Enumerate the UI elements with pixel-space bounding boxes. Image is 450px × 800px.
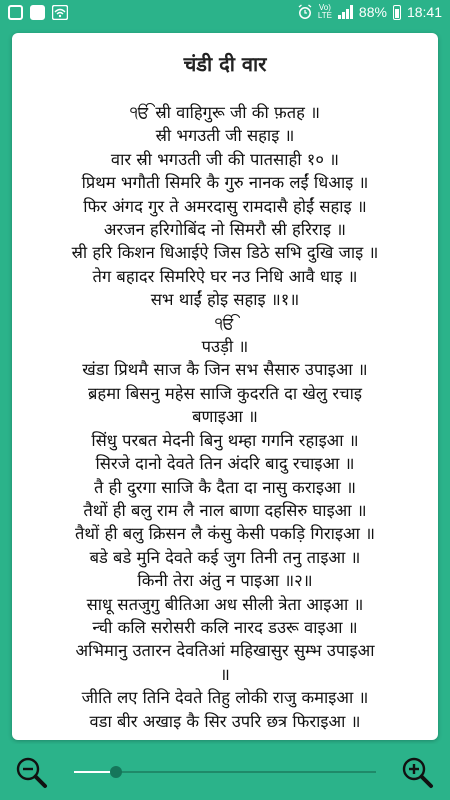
verse-line: फिर अंगद गुर ते अमरदासु रामदासै होईं सहाइ ॥ bbox=[83, 196, 367, 216]
verse-line: प्रिथम भगौती सिमरि कै गुरु नानक लईं धिआइ ॥ bbox=[81, 173, 369, 193]
verse-line: न्ची कलि सरोसरी कलि नारद डउरू वाइआ ॥ bbox=[92, 617, 358, 637]
verse-line: जीति लए तिनि देवते तिहु लोकी राजु कमाइआ ॥ bbox=[81, 688, 369, 708]
zoom-out-icon[interactable] bbox=[14, 755, 48, 789]
verse-line: बणाइआ ॥ bbox=[192, 407, 258, 427]
battery-icon bbox=[393, 5, 401, 20]
verse-line: पउड़ी ॥ bbox=[201, 337, 249, 357]
network-voice-label: Vo) bbox=[318, 3, 331, 12]
verse-line: खंडा प्रिथमै साज कै जिन सभ सैसारु उपाइआ ॥ bbox=[82, 360, 368, 380]
verse-line: सिरजे दानो देवते तिन अंदरि बादु रचाइआ ॥ bbox=[95, 454, 355, 474]
verse-line: स्री हरि किशन धिआईऐ जिस डिठे सभि दुखि जाइ ॥ bbox=[71, 243, 379, 263]
verse-line: ब्रहमा बिसनु महेस साजि कुदरति दा खेलु रचाइ bbox=[88, 383, 362, 403]
verse-line: सिंधु परबत मेदनी बिनु थम्हा गगनि रहाइआ ॥ bbox=[91, 430, 359, 450]
verse-line: तैथों ही बलु क्रिसन लै कंसु केसी पकड़ि गिराइआ ॥ bbox=[74, 524, 376, 544]
verse-line: अभिमानु उतारन देवतिआं महिखासुर सुम्भ उपाइआ bbox=[75, 641, 375, 661]
zoom-toolbar bbox=[0, 744, 450, 800]
verse-line: किनी तेरा अंतु न पाइआ ॥२॥ bbox=[137, 571, 313, 591]
content-card[interactable] bbox=[12, 33, 438, 740]
zoom-slider[interactable] bbox=[74, 771, 376, 773]
verse-line: बडे बडे मुनि देवते कई जुग तिनी तनु ताइआ ॥ bbox=[89, 547, 361, 567]
battery-percent: 88% bbox=[358, 4, 387, 20]
verse-line: सभ थाईं होइ सहाइ ॥१॥ bbox=[150, 290, 300, 310]
flipboard-icon bbox=[30, 5, 45, 20]
status-bar bbox=[0, 0, 450, 26]
wifi-icon bbox=[52, 5, 68, 20]
verse-text bbox=[12, 101, 438, 733]
verse-line: तेग बहादर सिमरिऐ घर नउ निधि आवै धाइ ॥ bbox=[92, 266, 358, 286]
verse-line: ੴ bbox=[214, 313, 236, 333]
alarm-icon bbox=[298, 4, 312, 20]
network-lte-label: LTE bbox=[317, 11, 332, 20]
verse-line: वार स्री भगउती जी की पातसाही १० ॥ bbox=[110, 149, 340, 169]
verse-line: साधू सतजुगु बीतिआ अध सीली त्रेता आइआ ॥ bbox=[86, 594, 364, 614]
verse-line: वडा बीर अखाइ कै सिर उपरि छत्र फिराइआ ॥ bbox=[89, 711, 361, 731]
status-right-icons bbox=[298, 4, 442, 20]
clock: 18:41 bbox=[406, 4, 442, 20]
verse-line: ੴ स्री वाहिगुरू जी की फ़तह ॥ bbox=[130, 103, 320, 122]
notification-app-icon bbox=[8, 5, 23, 20]
verse-line: तैथों ही बलु राम लै नाल बाणा दहसिरु घाइआ ॥ bbox=[83, 500, 367, 520]
verse-line: ॥ bbox=[220, 664, 230, 684]
verse-line: तै ही दुरगा साजि कै दैता दा नासु कराइआ ॥ bbox=[94, 477, 356, 497]
zoom-slider-thumb[interactable] bbox=[110, 766, 122, 778]
signal-icon bbox=[338, 5, 353, 19]
zoom-in-icon[interactable] bbox=[400, 755, 434, 789]
status-left-icons bbox=[8, 5, 68, 20]
verse-line: स्री भगउती जी सहाइ ॥ bbox=[155, 126, 295, 146]
verse-line: अरजन हरिगोबिंद नो सिमरौ स्री हरिराइ ॥ bbox=[103, 220, 347, 240]
page-title: चंडी दी वार bbox=[183, 52, 267, 76]
network-type bbox=[318, 4, 332, 20]
